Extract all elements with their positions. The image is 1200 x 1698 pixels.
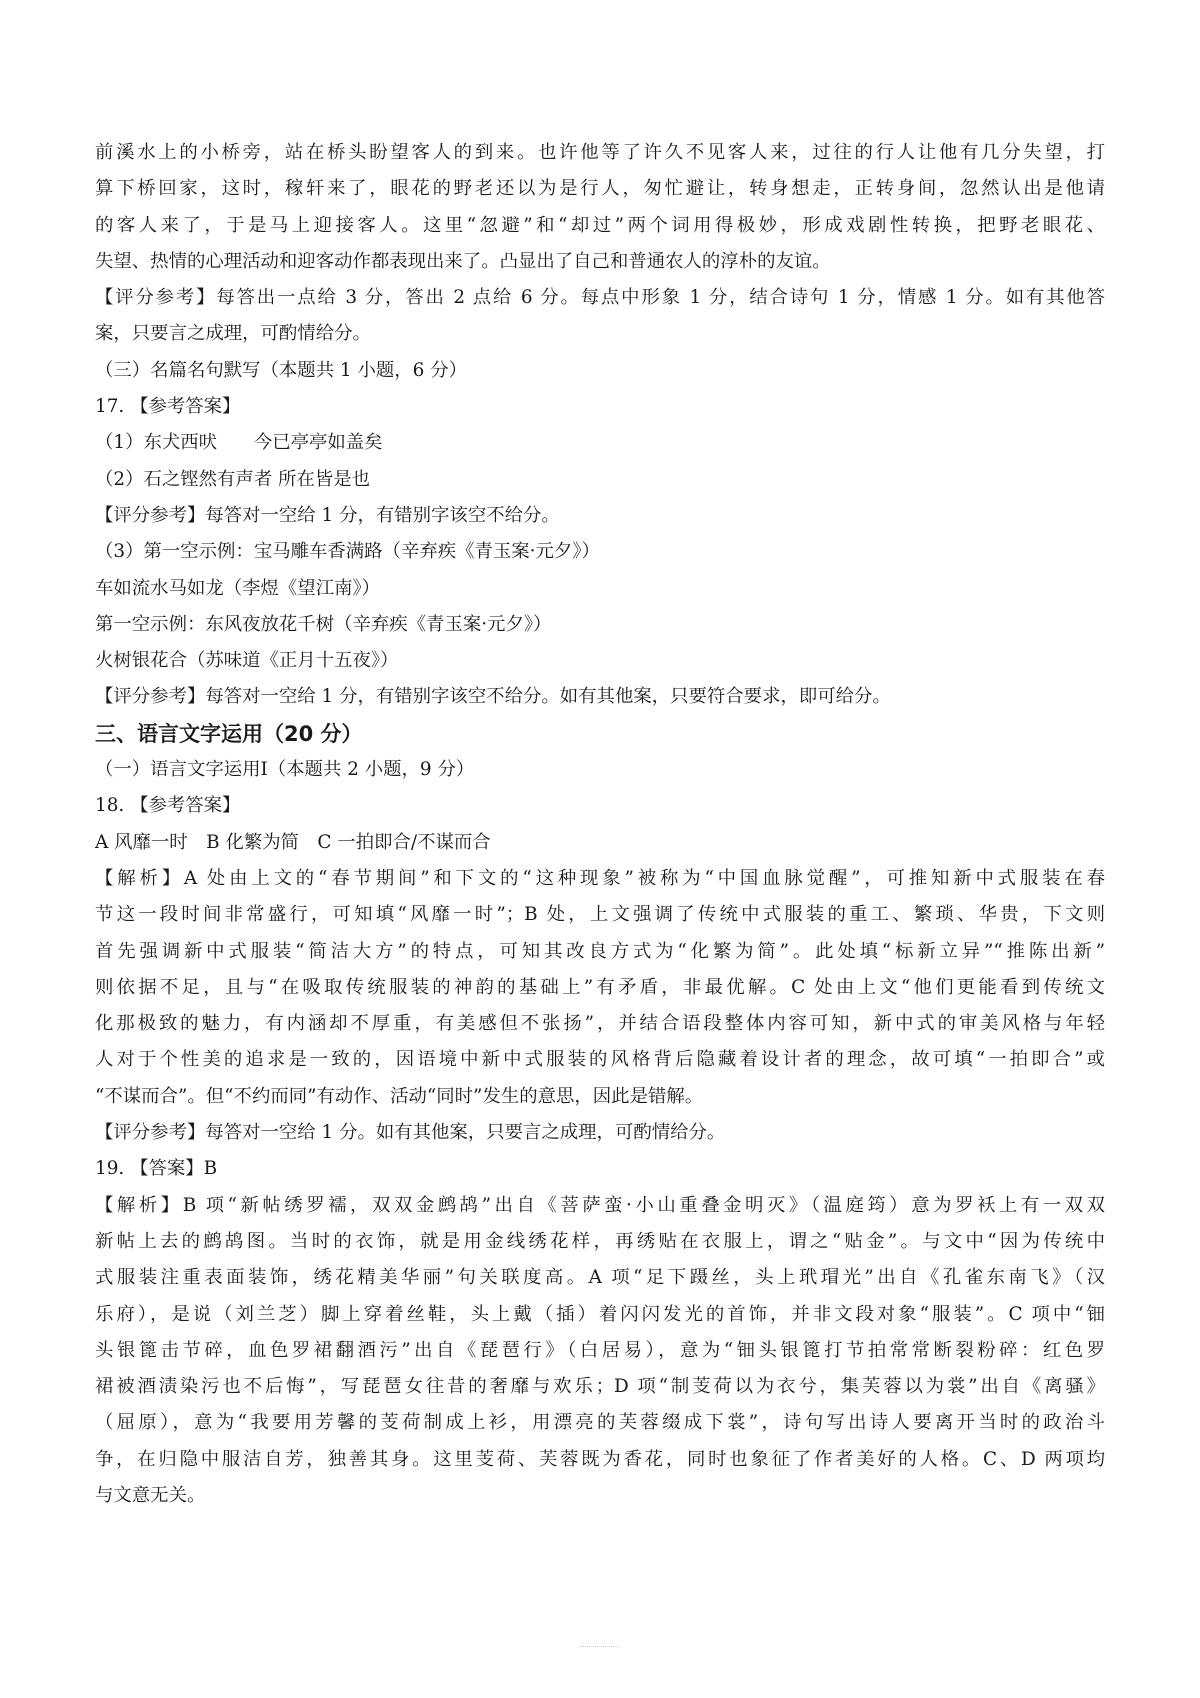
text-line: 式服装注重表面装饰，绣花精美华丽”句关联度高。A 项“足下蹑丝，头上玳瑁光”出自《孔雀东南飞》（汉 — [95, 1267, 1105, 1289]
document-body — [95, 135, 1105, 1514]
text-line: 人对于个性美的追求是一致的，因语境中新中式服装的风格背后隐藏着设计者的理念，故可填“一拍即合”或 — [95, 1049, 1105, 1071]
text-line: 【评分参考】每答对一空给 1 分，有错别字该空不给分。 — [95, 504, 560, 526]
section-heading: 三、语言文字运用（20 分） — [95, 721, 363, 746]
text-line: 第一空示例：东风夜放花千树（辛弃疾《青玉案·元夕》） — [95, 613, 552, 635]
text-line: （三）名篇名句默写（本题共 1 小题，6 分） — [95, 359, 467, 381]
text-line: （1）东犬西吠 今已亭亭如盖矣 — [95, 432, 383, 454]
text-line: （一）语言文字运用Ⅰ（本题共 2 小题，9 分） — [95, 759, 475, 781]
text-line: 争，在归隐中服洁自芳，独善其身。这里芰荷、芙蓉既为香花，同时也象征了作者美好的人格。C、D 两项均 — [95, 1448, 1105, 1470]
text-line: “不谋而合”。但“不约而同”有动作、活动“同时”发生的意思，因此是错解。 — [95, 1085, 704, 1107]
text-line: 裙被酒渍染污也不后悔”，写琵琶女往昔的奢靡与欢乐；D 项“制芰荷以为衣兮，集芙蓉以为裳”出自《离骚》 — [95, 1376, 1105, 1398]
text-line: 前溪水上的小桥旁，站在桥头盼望客人的到来。也许他等了许久不见客人来，过往的行人让他有几分失望，打 — [95, 142, 1105, 163]
text-line: （3）第一空示例：宝马雕车香满路（辛弃疾《青玉案·元夕》） — [95, 541, 600, 563]
text-line: 案，只要言之成理，可酌情给分。 — [95, 323, 371, 345]
text-line: 18. 【参考答案】 — [95, 795, 241, 817]
text-line: 【评分参考】每答对一空给 1 分。如有其他案，只要言之成理，可酌情给分。 — [95, 1122, 726, 1144]
text-line: 的客人来了，于是马上迎接客人。这里“忽避”和“却过”两个词用得极妙，形成戏剧性转换，把野老眼花、 — [95, 214, 1105, 236]
text-line: （2）石之铿然有声者 所在皆是也 — [95, 468, 371, 490]
text-line: 【评分参考】每答对一空给 1 分，有错别字该空不给分。如有其他案，只要符合要求，即可给分。 — [95, 686, 891, 708]
text-line: 算下桥回家，这时，稼轩来了，眼花的野老还以为是行人，匆忙避让，转身想走，正转身间，忽然认出是他请 — [95, 178, 1105, 200]
text-line: 则依据不足，且与“在吸取传统服装的神韵的基础上”有矛盾，非最优解。C 处由上文“他们更能看到传统文 — [95, 976, 1105, 998]
text-line: 头银篦击节碎，血色罗裙翻酒污”出自《琵琶行》（白居易），意为“钿头银篦打节拍常常断裂粉碎：红色罗 — [95, 1339, 1105, 1361]
text-line: 节这一段时间非常盛行，可知填“风靡一时”；B 处，上文强调了传统中式服装的重工、繁琐、华贵，下文则 — [95, 904, 1105, 926]
text-line: 首先强调新中式服装“简洁大方”的特点，可知其改良方式为“化繁为简”。此处填“标新立异”“推陈出新” — [95, 940, 1105, 962]
text-line: 17. 【参考答案】 — [95, 396, 241, 418]
text-line: 火树银花合（苏味道《正月十五夜》） — [95, 650, 399, 672]
text-line: 19. 【答案】B — [95, 1158, 218, 1180]
page-footer-mark — [580, 1640, 620, 1647]
text-line: 【解析】B 项“新帖绣罗襦，双双金鹧鸪”出自《菩萨蛮·小山重叠金明灭》（温庭筠）意为罗袄上有一双双 — [95, 1194, 1105, 1216]
text-line: 与文意无关。 — [95, 1484, 206, 1506]
text-line: 【解析】A 处由上文的“春节期间”和下文的“这种现象”被称为“中国血脉觉醒”，可推知新中式服装在春 — [95, 867, 1105, 889]
text-line: 化那极致的魅力，有内涵却不厚重，有美感但不张扬”，并结合语段整体内容可知，新中式的审美风格与年轻 — [95, 1013, 1105, 1035]
text-line: 【评分参考】每答出一点给 3 分，答出 2 点给 6 分。每点中形象 1 分，结合诗句 1 分，情感 1 分。如有其他答 — [95, 287, 1105, 309]
text-line: A 风靡一时 B 化繁为简 C 一拍即合/不谋而合 — [95, 831, 491, 853]
text-line: 乐府），是说（刘兰芝）脚上穿着丝鞋，头上戴（插）着闪闪发光的首饰，并非文段对象“服装”。C 项中“钿 — [95, 1303, 1105, 1325]
text-line: 车如流水马如龙（李煜《望江南》） — [95, 577, 381, 599]
text-line: 新帖上去的鹧鸪图。当时的衣饰，就是用金线绣花样，再绣贴在衣服上，谓之“贴金”。与文中“因为传统中 — [95, 1230, 1105, 1252]
text-line: 失望、热情的心理活动和迎客动作都表现出来了。凸显出了自己和普通农人的淳朴的友谊。 — [95, 250, 831, 272]
text-line: （屈原），意为“我要用芳馨的芰荷制成上衫，用漂亮的芙蓉缀成下裳”，诗句写出诗人要离开当时的政治斗 — [95, 1412, 1105, 1434]
